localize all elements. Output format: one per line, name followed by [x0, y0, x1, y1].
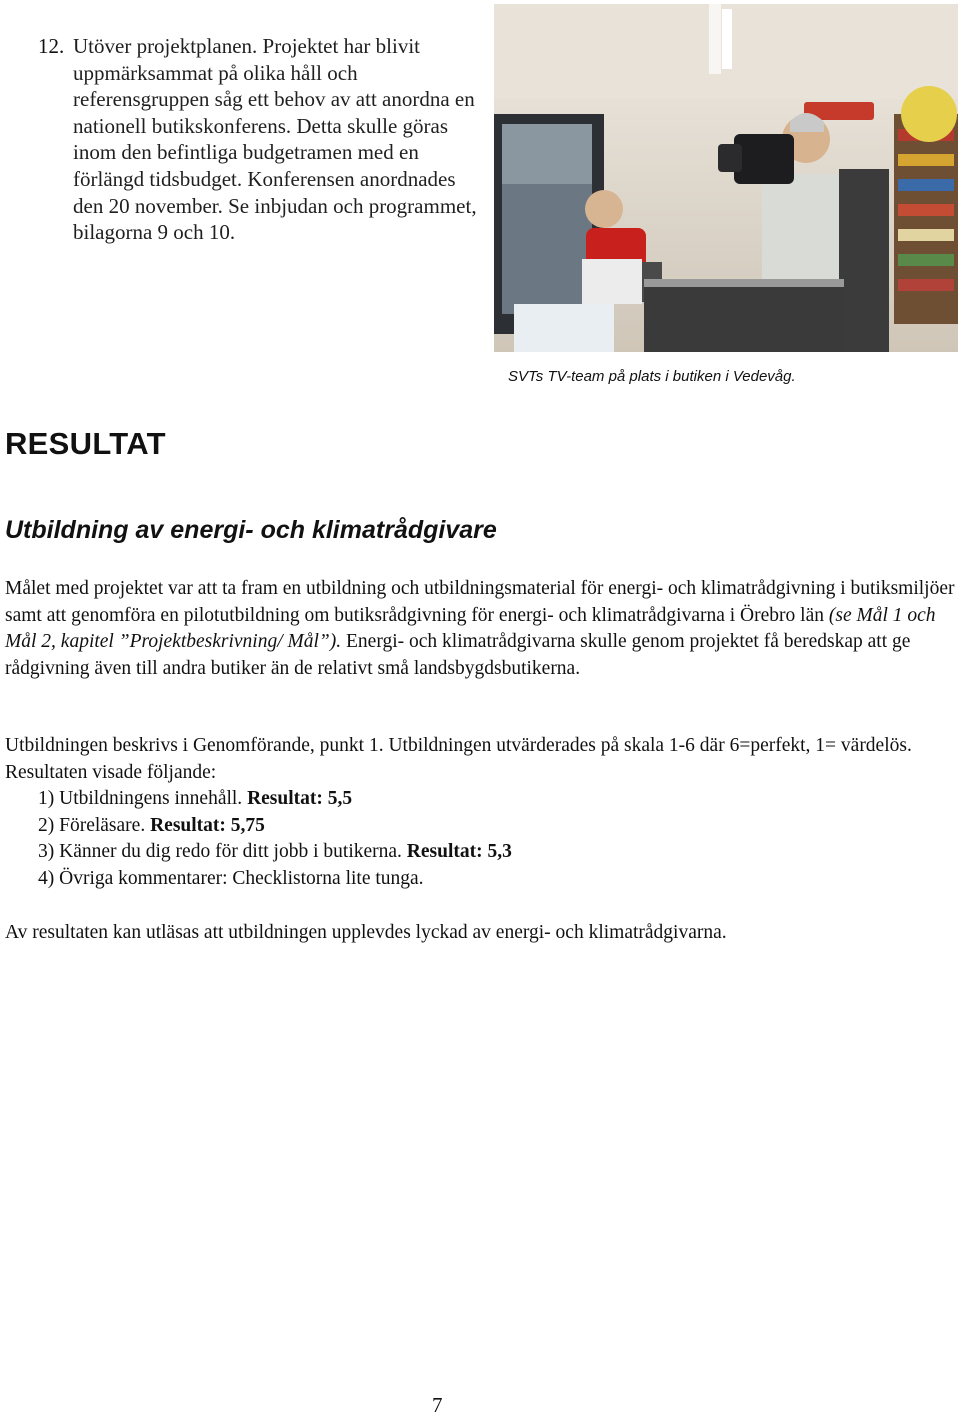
- list-item: [38, 813, 512, 840]
- list-item-result: Resultat: 5,5: [247, 788, 353, 809]
- results-list: [38, 786, 512, 892]
- list-item: [38, 866, 512, 893]
- photo-caption: SVTs TV-team på plats i butiken i Vedevåg.: [508, 368, 796, 385]
- paragraph-goal-text-a: Målet med projektet var att ta fram en utbildning och utbildningsmaterial för energi- och klimatrådgivning i butiksmiljöer samt att genomföra en pilotutbildning om butiksrådgivning för energi- och klimatrådgivarna i Örebro län: [5, 578, 955, 626]
- intro-paragraph: Utöver projektplanen. Projektet har blivit uppmärksammat på olika håll och referensgruppen såg ett behov av att anordna en nationell butikskonferens. Detta skulle göras inom den befintliga budgetramen med en förlängd tidsbudget. Konferensen anordnades den 20 november. Se inbjudan och programmet, bilagorna 9 och 10.: [73, 34, 477, 245]
- store-photo-image: [494, 4, 958, 352]
- list-number: 12.: [38, 34, 65, 58]
- store-photo: [494, 4, 958, 352]
- list-item-text: 4) Övriga kommentarer: Checklistorna lite tunga.: [38, 867, 424, 889]
- paragraph-goal-reference: (se Mål 1 och Mål 2, kapitel ”Projektbeskrivning/ Mål”).: [5, 604, 936, 652]
- list-item-text: 3) Känner du dig redo för ditt jobb i butikerna.: [38, 841, 407, 862]
- list-item-text: 2) Föreläsare.: [38, 814, 151, 836]
- list-item-result: Resultat: 5,75: [150, 814, 265, 836]
- intro-list-item: [38, 33, 478, 246]
- page-number: 7: [432, 1393, 443, 1417]
- list-item-result: Resultat: 5,3: [406, 841, 512, 862]
- paragraph-evaluation: Utbildningen beskrivs i Genomförande, punkt 1. Utbildningen utvärderades på skala 1-6 där 6=perfekt, 1= värdelös. Resultaten visade följande:: [5, 735, 912, 783]
- paragraph-conclusion: Av resultaten kan utläsas att utbildningen upplevdes lyckad av energi- och klimatrådgivarna.: [5, 922, 727, 943]
- paragraph-goal: [5, 576, 955, 682]
- list-item-text: 1) Utbildningens innehåll.: [38, 788, 248, 809]
- list-item: [38, 786, 512, 813]
- paragraph-goal-text-b: Energi- och klimatrådgivarna skulle genom projektet få beredskap att ge rådgivning även till andra butiker än de relativt små landsbygdsbutikerna.: [5, 631, 911, 679]
- subsection-heading: Utbildning av energi- och klimatrådgivare: [5, 516, 497, 544]
- section-heading: RESULTAT: [5, 426, 166, 461]
- list-item: [38, 839, 512, 866]
